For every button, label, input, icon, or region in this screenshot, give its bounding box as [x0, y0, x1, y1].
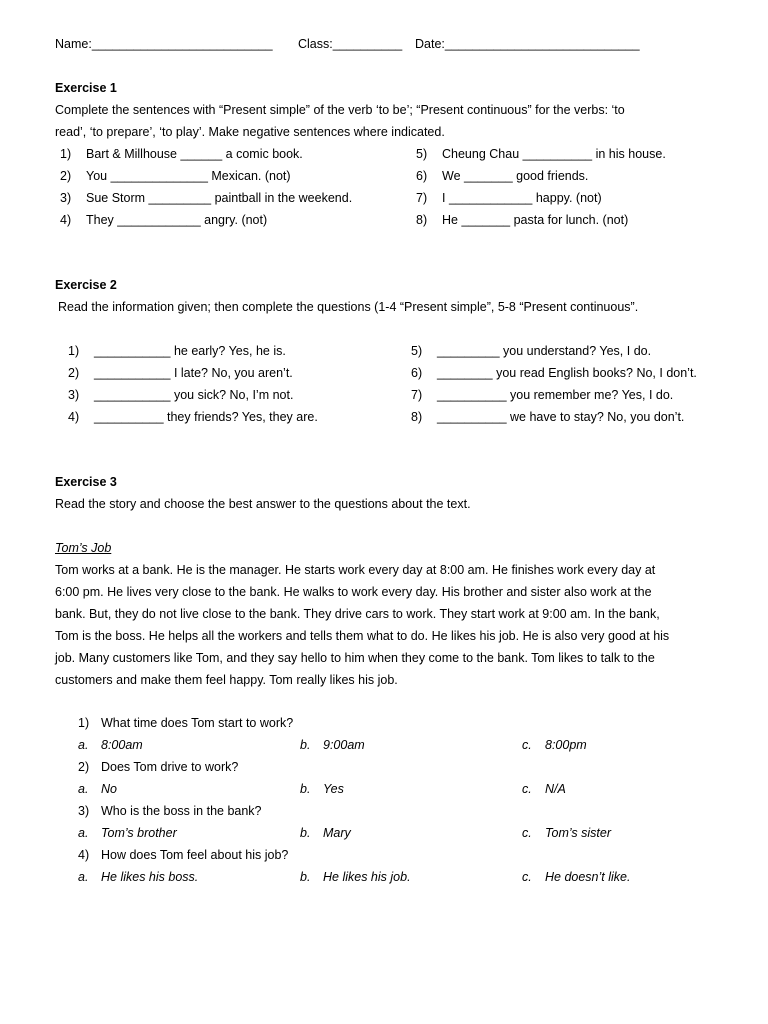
option-c — [522, 738, 587, 752]
ex2-item — [68, 366, 293, 380]
item-text: Sue Storm _________ paintball in the weekend. — [86, 191, 353, 205]
option-letter: b. — [300, 870, 311, 884]
item-text: Cheung Chau __________ in his house. — [442, 147, 666, 161]
question-text: Does Tom drive to work? — [101, 760, 239, 774]
exercise1-title: Exercise 1 — [55, 81, 117, 95]
item-number: 5) — [411, 344, 423, 358]
option-b — [300, 782, 344, 796]
ex2-item — [411, 410, 684, 424]
option-text: Mary — [323, 826, 351, 840]
name-field: Name:__________________________ — [55, 37, 273, 51]
option-letter: b. — [300, 826, 311, 840]
story-line: Tom works at a bank. He is the manager. He starts work every day at 8:00 am. He finishes work every day at — [55, 563, 656, 577]
ex1-item — [60, 147, 303, 161]
exercise3-title: Exercise 3 — [55, 475, 117, 489]
item-number: 3) — [68, 388, 80, 402]
option-text: Tom’s brother — [101, 826, 177, 840]
option-letter: b. — [300, 738, 311, 752]
item-number: 4) — [60, 213, 72, 227]
exercise2-instructions: Read the information given; then complete the questions (1-4 “Present simple”, 5-8 “Present continuous”. — [58, 300, 639, 314]
option-letter: a. — [78, 782, 89, 796]
item-text: ___________ you sick? No, I’m not. — [94, 388, 294, 402]
ex2-item — [411, 344, 651, 358]
item-text: They ____________ angry. (not) — [86, 213, 268, 227]
class-field: Class:__________ — [298, 37, 403, 51]
question-text: What time does Tom start to work? — [101, 716, 294, 730]
question-text: How does Tom feel about his job? — [101, 848, 289, 862]
option-letter: c. — [522, 870, 532, 884]
ex1-item — [416, 191, 602, 205]
item-text: ________ you read English books? No, I don’t. — [437, 366, 697, 380]
question-number: 1) — [78, 716, 90, 730]
item-number: 2) — [68, 366, 80, 380]
story-line: 6:00 pm. He lives very close to the bank. He walks to work every day. His brother and sister also work at the — [55, 585, 652, 599]
item-number: 3) — [60, 191, 72, 205]
option-text: Tom’s sister — [545, 826, 611, 840]
option-text: He likes his job. — [323, 870, 411, 884]
ex2-item — [68, 388, 293, 402]
question — [78, 716, 293, 730]
story-title: Tom’s Job — [55, 541, 112, 555]
option-c — [522, 782, 566, 796]
option-a — [78, 782, 117, 796]
ex1-item — [416, 147, 666, 161]
ex2-item — [68, 344, 286, 358]
option-text: He doesn’t like. — [545, 870, 631, 884]
item-text: He _______ pasta for lunch. (not) — [442, 213, 629, 227]
question — [78, 760, 238, 774]
story-line: Tom is the boss. He helps all the workers and tells them what to do. He likes his job. He is also very good at his — [55, 629, 670, 643]
item-text: __________ you remember me? Yes, I do. — [437, 388, 674, 402]
option-text: No — [101, 782, 117, 796]
item-text: I ____________ happy. (not) — [442, 191, 602, 205]
option-text: 8:00am — [101, 738, 143, 752]
item-number: 6) — [416, 169, 428, 183]
option-letter: c. — [522, 782, 532, 796]
option-letter: a. — [78, 870, 89, 884]
option-b — [300, 738, 365, 752]
item-text: Bart & Millhouse ______ a comic book. — [86, 147, 303, 161]
ex1-item — [416, 169, 588, 183]
option-letter: c. — [522, 738, 532, 752]
item-number: 5) — [416, 147, 428, 161]
item-number: 7) — [416, 191, 428, 205]
question — [78, 848, 288, 862]
story-line: customers and make them feel happy. Tom really likes his job. — [55, 673, 398, 687]
item-text: We _______ good friends. — [442, 169, 589, 183]
option-c — [522, 870, 630, 884]
option-letter: a. — [78, 738, 89, 752]
exercise3-instructions: Read the story and choose the best answer to the questions about the text. — [55, 497, 471, 511]
item-number: 6) — [411, 366, 423, 380]
option-a — [78, 738, 143, 752]
option-a — [78, 826, 177, 840]
item-text: __________ they friends? Yes, they are. — [94, 410, 318, 424]
item-number: 8) — [411, 410, 423, 424]
ex1-item — [416, 213, 628, 227]
item-text: ___________ I late? No, you aren’t. — [94, 366, 293, 380]
ex2-item — [411, 388, 673, 402]
question — [78, 804, 262, 818]
question-number: 3) — [78, 804, 90, 818]
item-text: You ______________ Mexican. (not) — [86, 169, 291, 183]
option-a — [78, 870, 198, 884]
exercise2-title: Exercise 2 — [55, 278, 117, 292]
question-number: 4) — [78, 848, 90, 862]
exercise1-instructions-line1: Complete the sentences with “Present simple” of the verb ‘to be’; “Present continuous” for the verbs: ‘to — [55, 103, 625, 117]
option-text: N/A — [545, 782, 566, 796]
story-line: bank. But, they do not live close to the bank. They drive cars to work. They start work at 9:00 am. In the bank, — [55, 607, 660, 621]
ex2-item — [68, 410, 318, 424]
option-text: 8:00pm — [545, 738, 587, 752]
item-number: 4) — [68, 410, 80, 424]
item-number: 8) — [416, 213, 428, 227]
option-text: 9:00am — [323, 738, 365, 752]
option-text: He likes his boss. — [101, 870, 199, 884]
question-number: 2) — [78, 760, 90, 774]
story-line: job. Many customers like Tom, and they say hello to him when they come to the bank. Tom likes to talk to the — [55, 651, 655, 665]
option-letter: c. — [522, 826, 532, 840]
option-text: Yes — [323, 782, 344, 796]
item-number: 7) — [411, 388, 423, 402]
option-b — [300, 826, 351, 840]
item-number: 1) — [68, 344, 80, 358]
item-text: _________ you understand? Yes, I do. — [437, 344, 652, 358]
ex1-item — [60, 169, 291, 183]
option-b — [300, 870, 411, 884]
ex1-item — [60, 191, 352, 205]
item-text: ___________ he early? Yes, he is. — [94, 344, 286, 358]
exercise1-instructions-line2: read’, ‘to prepare’, ‘to play’. Make negative sentences where indicated. — [55, 125, 445, 139]
option-letter: a. — [78, 826, 89, 840]
option-c — [522, 826, 611, 840]
item-number: 1) — [60, 147, 72, 161]
ex2-item — [411, 366, 697, 380]
question-text: Who is the boss in the bank? — [101, 804, 262, 818]
option-letter: b. — [300, 782, 311, 796]
item-text: __________ we have to stay? No, you don’t. — [437, 410, 685, 424]
item-number: 2) — [60, 169, 72, 183]
ex1-item — [60, 213, 267, 227]
date-field: Date:____________________________ — [415, 37, 640, 51]
